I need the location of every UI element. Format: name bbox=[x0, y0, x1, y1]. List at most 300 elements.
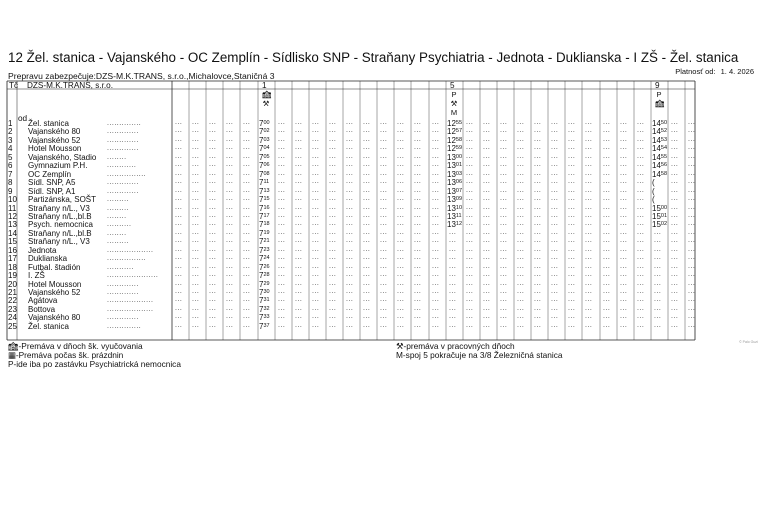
empty-cell: ... bbox=[517, 186, 525, 194]
empty-cell: ... bbox=[603, 135, 611, 143]
empty-cell: ... bbox=[466, 119, 474, 126]
empty-cell: ... bbox=[671, 313, 679, 321]
empty-cell: ... bbox=[312, 304, 320, 312]
empty-cell: ... bbox=[278, 178, 286, 186]
empty-cell: ... bbox=[295, 169, 303, 177]
validity-label: Platnosť od: bbox=[675, 67, 716, 76]
timetable-grid bbox=[7, 81, 695, 340]
stop-number: 24 bbox=[8, 313, 17, 323]
empty-cell: ... bbox=[243, 304, 251, 312]
empty-cell: ... bbox=[603, 211, 611, 219]
empty-cell: ... bbox=[278, 220, 286, 228]
empty-cell: ... bbox=[295, 279, 303, 287]
empty-cell: ... bbox=[397, 237, 405, 245]
departure-time: $13^{09}$ bbox=[447, 195, 463, 205]
empty-cell: ... bbox=[192, 262, 200, 270]
stop-number: 2 bbox=[8, 127, 13, 137]
empty-cell: ... bbox=[209, 271, 217, 279]
empty-cell: ... bbox=[466, 203, 474, 211]
empty-cell: ... bbox=[397, 178, 405, 186]
leader-dots: ................ bbox=[107, 170, 147, 178]
empty-cell: ... bbox=[432, 271, 440, 279]
empty-cell: ... bbox=[603, 127, 611, 135]
empty-cell: ... bbox=[688, 279, 696, 287]
empty-cell: ... bbox=[329, 237, 337, 245]
empty-cell: ... bbox=[688, 203, 696, 211]
empty-cell: ... bbox=[671, 144, 679, 152]
departure-time: $7^{18}$ bbox=[259, 220, 270, 230]
empty-cell: ... bbox=[432, 211, 440, 219]
empty-cell: ... bbox=[209, 288, 217, 295]
empty-cell: ... bbox=[295, 178, 303, 186]
empty-cell: ... bbox=[346, 304, 354, 312]
empty-cell: ... bbox=[551, 211, 559, 219]
empty-cell: ... bbox=[209, 186, 217, 194]
empty-cell: ... bbox=[585, 262, 593, 270]
empty-cell: ... bbox=[278, 127, 286, 135]
departure-time: $14^{54}$ bbox=[652, 144, 668, 154]
empty-cell: ... bbox=[295, 161, 303, 169]
empty-cell: ... bbox=[243, 178, 251, 186]
empty-cell: ... bbox=[295, 195, 303, 203]
empty-cell: ... bbox=[243, 321, 251, 329]
stop-name: Vajanského 52 bbox=[28, 135, 81, 145]
empty-cell: ... bbox=[346, 119, 354, 126]
empty-cell: ... bbox=[414, 211, 422, 219]
empty-cell: ... bbox=[243, 186, 251, 194]
stop-number: 25 bbox=[8, 321, 17, 331]
empty-cell: ... bbox=[363, 237, 371, 245]
empty-cell: ... bbox=[295, 254, 303, 262]
empty-cell: ... bbox=[243, 288, 251, 295]
empty-cell: ... bbox=[585, 245, 593, 253]
stop-name: Vajanského, Stadio bbox=[28, 152, 97, 162]
empty-cell: ... bbox=[432, 220, 440, 228]
empty-cell: ... bbox=[637, 288, 645, 295]
empty-cell: ... bbox=[637, 313, 645, 321]
empty-cell: ... bbox=[295, 119, 303, 126]
empty-cell: ... bbox=[688, 195, 696, 203]
leader-dots: ..................... bbox=[107, 272, 159, 280]
empty-cell: ... bbox=[568, 262, 576, 270]
empty-cell: ... bbox=[671, 203, 679, 211]
empty-cell: ... bbox=[432, 195, 440, 203]
empty-cell: ... bbox=[483, 161, 491, 169]
empty-cell: ... bbox=[688, 144, 696, 152]
empty-cell: ... bbox=[585, 296, 593, 304]
empty-cell: ... bbox=[175, 228, 183, 236]
empty-cell: ... bbox=[397, 169, 405, 177]
empty-cell: ... bbox=[534, 135, 542, 143]
empty-cell: ... bbox=[688, 228, 696, 236]
empty-cell: ... bbox=[620, 152, 628, 160]
operator-line: Prepravu zabezpečuje:DZS-M.K.TRANS, s.r.o.,Michalovce,Staničná 3 bbox=[8, 71, 275, 81]
empty-cell: ... bbox=[363, 127, 371, 135]
empty-cell: ... bbox=[466, 279, 474, 287]
empty-cell: ... bbox=[226, 245, 234, 253]
empty-cell: ... bbox=[449, 228, 457, 236]
leader-dots: ................... bbox=[107, 297, 154, 305]
stop-name: Partizánska, SOŠT bbox=[28, 195, 97, 205]
empty-cell: ... bbox=[637, 161, 645, 169]
empty-cell: ... bbox=[397, 304, 405, 312]
empty-cell: ... bbox=[620, 220, 628, 228]
validity bbox=[672, 67, 754, 76]
empty-cell: ... bbox=[688, 254, 696, 262]
empty-cell: ... bbox=[414, 135, 422, 143]
empty-cell: ... bbox=[278, 152, 286, 160]
empty-cell: ... bbox=[500, 296, 508, 304]
empty-cell: ... bbox=[500, 203, 508, 211]
empty-cell: ... bbox=[192, 211, 200, 219]
departure-time: $7^{21}$ bbox=[259, 237, 270, 247]
empty-cell: ... bbox=[688, 296, 696, 304]
empty-cell: ... bbox=[688, 288, 696, 295]
empty-cell: ... bbox=[209, 211, 217, 219]
empty-cell: ... bbox=[500, 245, 508, 253]
empty-cell: ... bbox=[278, 296, 286, 304]
empty-cell: ... bbox=[329, 321, 337, 329]
empty-cell: ... bbox=[278, 321, 286, 329]
empty-cell: ... bbox=[466, 211, 474, 219]
empty-cell: ... bbox=[654, 279, 662, 287]
empty-cell: ... bbox=[603, 321, 611, 329]
empty-cell: ... bbox=[449, 245, 457, 253]
leader-dots: ................ bbox=[107, 255, 147, 263]
hammers-icon: ⚒︎ bbox=[450, 99, 458, 108]
empty-cell: ... bbox=[192, 271, 200, 279]
stop-name: Straňany n/L., V3 bbox=[28, 237, 90, 247]
empty-cell: ... bbox=[551, 127, 559, 135]
empty-cell: ... bbox=[671, 228, 679, 236]
departure-time: $7^{08}$ bbox=[259, 169, 270, 179]
empty-cell: ... bbox=[209, 220, 217, 228]
empty-cell: ... bbox=[278, 237, 286, 245]
empty-cell: ... bbox=[346, 245, 354, 253]
empty-cell: ... bbox=[637, 203, 645, 211]
empty-cell: ... bbox=[312, 254, 320, 262]
empty-cell: ... bbox=[534, 304, 542, 312]
empty-cell: ... bbox=[483, 296, 491, 304]
empty-cell: ... bbox=[620, 288, 628, 295]
stop-number: 7 bbox=[8, 169, 13, 179]
empty-cell: ... bbox=[363, 304, 371, 312]
empty-cell: ... bbox=[175, 144, 183, 152]
leader-dots: ............. bbox=[107, 145, 139, 153]
empty-cell: ... bbox=[637, 119, 645, 126]
empty-cell: ... bbox=[483, 127, 491, 135]
empty-cell: ... bbox=[243, 271, 251, 279]
stop-number: 13 bbox=[8, 220, 17, 230]
trip-number: 1 bbox=[262, 81, 267, 90]
empty-cell: ... bbox=[603, 195, 611, 203]
empty-cell: ... bbox=[380, 288, 388, 295]
empty-cell: ... bbox=[688, 262, 696, 270]
empty-cell: ... bbox=[226, 195, 234, 203]
empty-cell: ... bbox=[568, 220, 576, 228]
leader-dots: ............. bbox=[107, 289, 139, 296]
empty-cell: ... bbox=[637, 186, 645, 194]
header-operator: DZS-M.K.TRANS, s.r.o. bbox=[27, 81, 113, 90]
empty-cell: ... bbox=[329, 288, 337, 295]
validity-date: 1. 4. 2026 bbox=[720, 67, 754, 76]
empty-cell: ... bbox=[175, 186, 183, 194]
empty-cell: ... bbox=[483, 304, 491, 312]
empty-cell: ... bbox=[534, 152, 542, 160]
departure-time: $7^{06}$ bbox=[259, 161, 270, 171]
empty-cell: ... bbox=[517, 144, 525, 152]
empty-cell: ... bbox=[534, 178, 542, 186]
empty-cell: ... bbox=[585, 228, 593, 236]
empty-cell: ... bbox=[637, 321, 645, 329]
empty-cell: ... bbox=[483, 245, 491, 253]
empty-cell: ... bbox=[654, 321, 662, 329]
empty-cell: ... bbox=[517, 262, 525, 270]
departure-time: $7^{03}$ bbox=[259, 135, 270, 145]
empty-cell: ... bbox=[175, 237, 183, 245]
stop-number: 20 bbox=[8, 279, 17, 289]
empty-cell: ... bbox=[432, 304, 440, 312]
empty-cell: ... bbox=[243, 152, 251, 160]
empty-cell: ... bbox=[466, 169, 474, 177]
stop-name: OC Zemplín bbox=[28, 169, 72, 179]
empty-cell: ... bbox=[432, 152, 440, 160]
empty-cell: ... bbox=[483, 178, 491, 186]
empty-cell: ... bbox=[466, 245, 474, 253]
empty-cell: ... bbox=[243, 296, 251, 304]
empty-cell: ... bbox=[397, 288, 405, 295]
empty-cell: ... bbox=[637, 262, 645, 270]
empty-cell: ... bbox=[397, 152, 405, 160]
stop-number: 23 bbox=[8, 304, 17, 314]
empty-cell: ... bbox=[483, 119, 491, 126]
stop-name: Vajanského 80 bbox=[28, 127, 81, 137]
note-school: 🏫︎-Premáva v dňoch šk. vyučovania bbox=[8, 341, 143, 351]
empty-cell: ... bbox=[551, 135, 559, 143]
empty-cell: ... bbox=[688, 271, 696, 279]
empty-cell: ... bbox=[568, 203, 576, 211]
empty-cell: ... bbox=[500, 152, 508, 160]
empty-cell: ... bbox=[637, 178, 645, 186]
leader-dots: ........ bbox=[107, 153, 127, 161]
empty-cell: ... bbox=[363, 271, 371, 279]
empty-cell: ... bbox=[192, 237, 200, 245]
empty-cell: ... bbox=[500, 211, 508, 219]
empty-cell: ... bbox=[432, 288, 440, 295]
empty-cell: ... bbox=[414, 220, 422, 228]
stop-name: Žel. stanica bbox=[28, 119, 69, 128]
empty-cell: ... bbox=[312, 186, 320, 194]
empty-cell: ... bbox=[346, 127, 354, 135]
empty-cell: ... bbox=[603, 279, 611, 287]
empty-cell: ... bbox=[312, 119, 320, 126]
empty-cell: ... bbox=[414, 237, 422, 245]
empty-cell: ... bbox=[226, 228, 234, 236]
empty-cell: ... bbox=[192, 161, 200, 169]
empty-cell: ... bbox=[568, 245, 576, 253]
empty-cell: ... bbox=[500, 119, 508, 126]
empty-cell: ... bbox=[585, 304, 593, 312]
stop-number: 3 bbox=[8, 135, 13, 145]
empty-cell: ... bbox=[500, 271, 508, 279]
empty-cell: ... bbox=[466, 262, 474, 270]
stop-name: Bottova bbox=[28, 304, 56, 314]
departure-time: $7^{26}$ bbox=[259, 262, 270, 272]
empty-cell: ... bbox=[688, 161, 696, 169]
empty-cell: ... bbox=[209, 228, 217, 236]
empty-cell: ... bbox=[329, 271, 337, 279]
empty-cell: ... bbox=[449, 321, 457, 329]
empty-cell: ... bbox=[637, 144, 645, 152]
empty-cell: ... bbox=[620, 321, 628, 329]
empty-cell: ... bbox=[654, 271, 662, 279]
empty-cell: ... bbox=[414, 279, 422, 287]
notes-right bbox=[396, 342, 563, 360]
empty-cell: ... bbox=[654, 228, 662, 236]
empty-cell: ... bbox=[192, 288, 200, 295]
empty-cell: ... bbox=[500, 186, 508, 194]
empty-cell: ... bbox=[688, 321, 696, 329]
empty-cell: ... bbox=[414, 262, 422, 270]
empty-cell: ... bbox=[175, 313, 183, 321]
empty-cell: ... bbox=[295, 211, 303, 219]
leader-dots: ............ bbox=[107, 162, 137, 170]
empty-cell: ... bbox=[432, 296, 440, 304]
empty-cell: ... bbox=[671, 178, 679, 186]
empty-cell: ... bbox=[226, 211, 234, 219]
empty-cell: ... bbox=[671, 288, 679, 295]
empty-cell: ... bbox=[226, 135, 234, 143]
empty-cell: ... bbox=[397, 321, 405, 329]
empty-cell: ... bbox=[175, 304, 183, 312]
empty-cell: ... bbox=[483, 321, 491, 329]
empty-cell: ... bbox=[568, 254, 576, 262]
empty-cell: ... bbox=[226, 119, 234, 126]
empty-cell: ... bbox=[414, 296, 422, 304]
empty-cell: ... bbox=[637, 271, 645, 279]
empty-cell: ... bbox=[295, 304, 303, 312]
empty-cell: ... bbox=[551, 144, 559, 152]
empty-cell: ... bbox=[209, 161, 217, 169]
empty-cell: ... bbox=[209, 178, 217, 186]
trip-number: 5 bbox=[450, 81, 455, 90]
empty-cell: ... bbox=[517, 228, 525, 236]
departure-time: $7^{23}$ bbox=[259, 245, 270, 255]
empty-cell: ... bbox=[243, 313, 251, 321]
empty-cell: ... bbox=[688, 220, 696, 228]
empty-cell: ... bbox=[414, 152, 422, 160]
empty-cell: ... bbox=[620, 279, 628, 287]
empty-cell: ... bbox=[414, 144, 422, 152]
empty-cell: ... bbox=[500, 288, 508, 295]
empty-cell: ... bbox=[551, 186, 559, 194]
empty-cell: ... bbox=[312, 288, 320, 295]
empty-cell: ... bbox=[432, 203, 440, 211]
departure-time: $7^{28}$ bbox=[259, 271, 270, 281]
empty-cell: ... bbox=[688, 152, 696, 160]
empty-cell: ... bbox=[243, 228, 251, 236]
empty-cell: ... bbox=[585, 203, 593, 211]
empty-cell: ... bbox=[517, 211, 525, 219]
empty-cell: ... bbox=[603, 254, 611, 262]
empty-cell: ... bbox=[278, 245, 286, 253]
empty-cell: ... bbox=[568, 135, 576, 143]
empty-cell: ... bbox=[295, 245, 303, 253]
empty-cell: ... bbox=[551, 203, 559, 211]
empty-cell: ... bbox=[380, 152, 388, 160]
empty-cell: ... bbox=[346, 178, 354, 186]
empty-cell: ... bbox=[414, 254, 422, 262]
header-od: od bbox=[18, 114, 28, 123]
departure-time: $12^{59}$ bbox=[447, 144, 463, 154]
empty-cell: ... bbox=[603, 296, 611, 304]
empty-cell: ... bbox=[585, 254, 593, 262]
departure-time: $7^{33}$ bbox=[259, 313, 270, 323]
empty-cell: ... bbox=[603, 152, 611, 160]
empty-cell: ... bbox=[671, 195, 679, 203]
empty-cell: ... bbox=[192, 178, 200, 186]
empty-cell: ... bbox=[568, 127, 576, 135]
empty-cell: ... bbox=[363, 313, 371, 321]
empty-cell: ... bbox=[432, 119, 440, 126]
empty-cell: ... bbox=[363, 220, 371, 228]
stop-name: Straňany n/L.,bl.B bbox=[28, 228, 92, 238]
empty-cell: ... bbox=[363, 119, 371, 126]
empty-cell: ... bbox=[363, 288, 371, 295]
empty-cell: ... bbox=[534, 220, 542, 228]
empty-cell: ... bbox=[226, 144, 234, 152]
empty-cell: ... bbox=[449, 304, 457, 312]
empty-cell: ... bbox=[278, 313, 286, 321]
empty-cell: ... bbox=[568, 178, 576, 186]
empty-cell: ... bbox=[329, 304, 337, 312]
empty-cell: ... bbox=[568, 152, 576, 160]
empty-cell: ... bbox=[603, 169, 611, 177]
departure-time: $15^{01}$ bbox=[652, 211, 668, 221]
empty-cell: ... bbox=[295, 296, 303, 304]
empty-cell: ... bbox=[209, 195, 217, 203]
empty-cell: ... bbox=[466, 296, 474, 304]
notes-left bbox=[8, 342, 181, 370]
empty-cell: ... bbox=[278, 195, 286, 203]
empty-cell: ... bbox=[192, 296, 200, 304]
empty-cell: ... bbox=[483, 262, 491, 270]
empty-cell: ... bbox=[380, 237, 388, 245]
empty-cell: ... bbox=[688, 169, 696, 177]
empty-cell: ... bbox=[534, 262, 542, 270]
empty-cell: ... bbox=[517, 119, 525, 126]
empty-cell: ... bbox=[671, 296, 679, 304]
empty-cell: ... bbox=[226, 152, 234, 160]
empty-cell: ... bbox=[603, 228, 611, 236]
empty-cell: ... bbox=[551, 262, 559, 270]
empty-cell: ... bbox=[534, 254, 542, 262]
empty-cell: ... bbox=[414, 127, 422, 135]
empty-cell: ... bbox=[363, 195, 371, 203]
empty-cell: ... bbox=[278, 169, 286, 177]
header-tc: Tč bbox=[9, 81, 19, 90]
empty-cell: ... bbox=[397, 220, 405, 228]
empty-cell: ... bbox=[432, 279, 440, 287]
empty-cell: ... bbox=[534, 144, 542, 152]
empty-cell: ... bbox=[500, 169, 508, 177]
departure-time: $7^{13}$ bbox=[259, 186, 270, 196]
empty-cell: ... bbox=[192, 304, 200, 312]
empty-cell: ... bbox=[312, 203, 320, 211]
empty-cell: ... bbox=[363, 144, 371, 152]
empty-cell: ... bbox=[500, 279, 508, 287]
empty-cell: ... bbox=[414, 228, 422, 236]
